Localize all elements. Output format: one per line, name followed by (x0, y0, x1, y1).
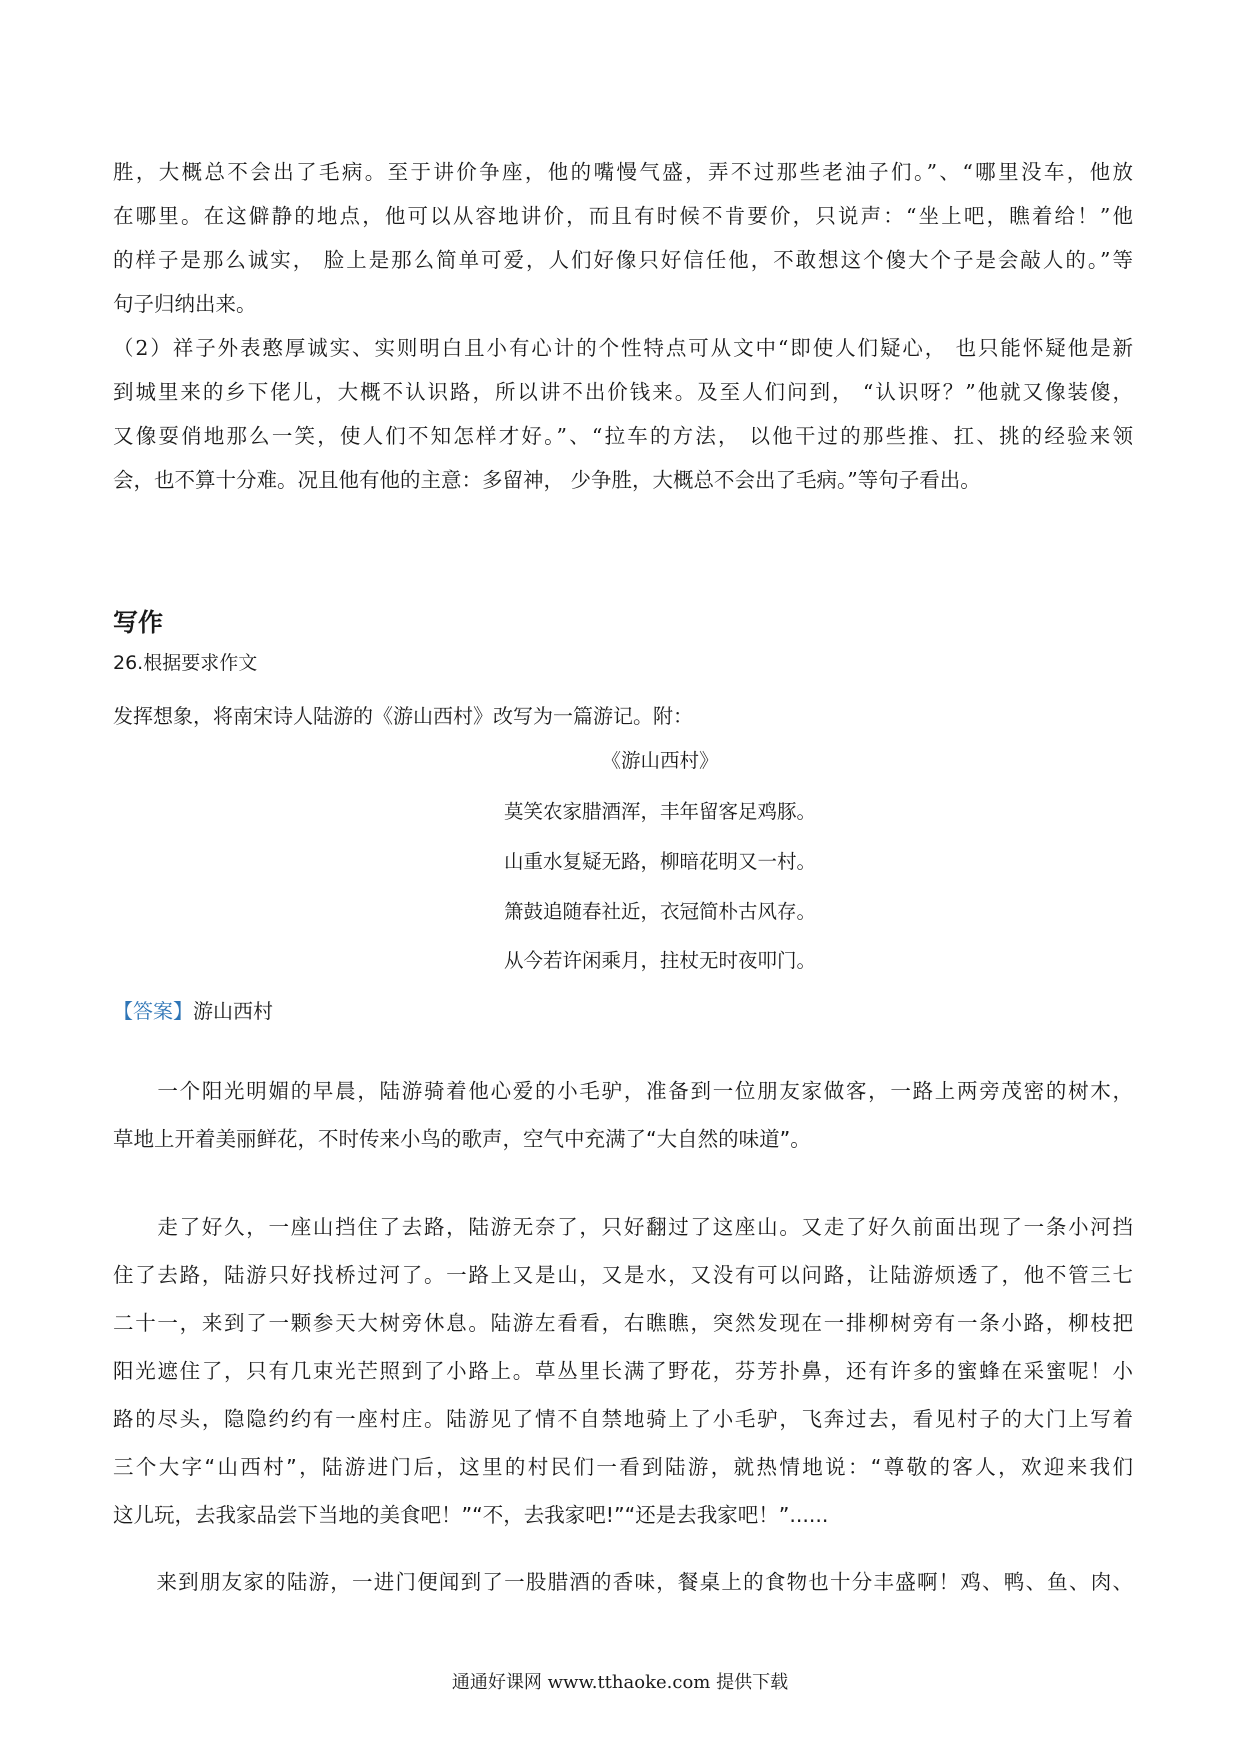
answer-tag: 【答案】 (113, 999, 193, 1023)
text-line: 草地上开着美丽鲜花，不时传来小鸟的歌声，空气中充满了“大自然的味道”。 (113, 1127, 811, 1151)
essay-paragraph (113, 1067, 1133, 1163)
question-title: 26.根据要求作文 (113, 652, 258, 674)
question-prompt: 发挥想象，将南宋诗人陆游的《游山西村》改写为一篇游记。附： (113, 704, 693, 728)
text-line: 胜，大概总不会出了毛病。至于讲价争座，他的嘴慢气盛，弄不过那些老油子们。”、“哪里没车，他放 (113, 160, 1133, 184)
text-line: 又像耍俏地那么一笑，使人们不知怎样才好。”、“拉车的方法， 以他干过的那些推、扛、挑的经验来领 (113, 424, 1133, 448)
text-line: 句子归纳出来。 (113, 292, 257, 316)
poem-line: 山重水复疑无路，柳暗花明又一村。 (503, 850, 816, 873)
analysis-text (113, 150, 1133, 502)
text-line: 三个大字“山西村”，陆游进门后，这里的村民们一看到陆游，就热情地说：“尊敬的客人，欢迎来我们 (113, 1455, 1133, 1479)
poem-line: 箫鼓追随春社近，衣冠简朴古风存。 (503, 900, 816, 923)
text-line: 走了好久，一座山挡住了去路，陆游无奈了，只好翻过了这座山。又走了好久前面出现了一条小河挡 (113, 1215, 1133, 1239)
poem-line: 莫笑农家腊酒浑，丰年留客足鸡豚。 (503, 800, 816, 823)
text-line: 一个阳光明媚的早晨，陆游骑着他心爱的小毛驴，准备到一位朋友家做客，一路上两旁茂密的树木， (113, 1079, 1133, 1103)
text-line: 会，也不算十分难。况且他有他的主意：多留神， 少争胜，大概总不会出了毛病。”等句子看出。 (113, 468, 981, 492)
text-line: 到城里来的乡下佬儿，大概不认识路，所以讲不出价钱来。及至人们问到， “认识呀？”他就又像装傻， (113, 380, 1133, 404)
poem-title: 《游山西村》 (601, 749, 719, 772)
text-line: 路的尽头，隐隐约约有一座村庄。陆游见了情不自禁地骑上了小毛驴，飞奔过去，看见村子的大门上写着 (113, 1407, 1133, 1431)
essay-paragraph (113, 1203, 1133, 1539)
text-line: 二十一，来到了一颗参天大树旁休息。陆游左看看，右瞧瞧，突然发现在一排柳树旁有一条小路，柳枝把 (113, 1311, 1133, 1335)
text-line: 阳光遮住了，只有几束光芒照到了小路上。草丛里长满了野花，芬芳扑鼻，还有许多的蜜蜂在采蜜呢！小 (113, 1359, 1133, 1383)
page-footer: 通通好课网 www.tthaoke.com 提供下载 (451, 1672, 789, 1693)
text-line: 来到朋友家的陆游，一进门便闻到了一股腊酒的香味，餐桌上的食物也十分丰盛啊！鸡、鸭、鱼、肉、 (113, 1570, 1133, 1594)
text-line: 这儿玩，去我家品尝下当地的美食吧！”“不，去我家吧!”“还是去我家吧！”...... (113, 1503, 829, 1527)
text-line: 住了去路，陆游只好找桥过河了。一路上又是山，又是水，又没有可以问路，让陆游烦透了，他不管三七 (113, 1263, 1133, 1287)
essay-paragraph (113, 1558, 1133, 1606)
answer-header (113, 996, 273, 1026)
answer-title: 游山西村 (193, 999, 273, 1023)
section-heading: 写作 (113, 608, 164, 637)
text-line: （2）祥子外表憨厚诚实、实则明白且小有心计的个性特点可从文中“即使人们疑心， 也只能怀疑他是新 (113, 336, 1133, 360)
poem-line: 从今若许闲乘月，拄杖无时夜叩门。 (503, 949, 816, 972)
text-line: 在哪里。在这僻静的地点，他可以从容地讲价，而且有时候不肯要价，只说声：“坐上吧，瞧着给！”他 (113, 204, 1133, 228)
text-line: 的样子是那么诚实， 脸上是那么简单可爱，人们好像只好信任他，不敢想这个傻大个子是会敲人的。”等 (113, 248, 1133, 272)
